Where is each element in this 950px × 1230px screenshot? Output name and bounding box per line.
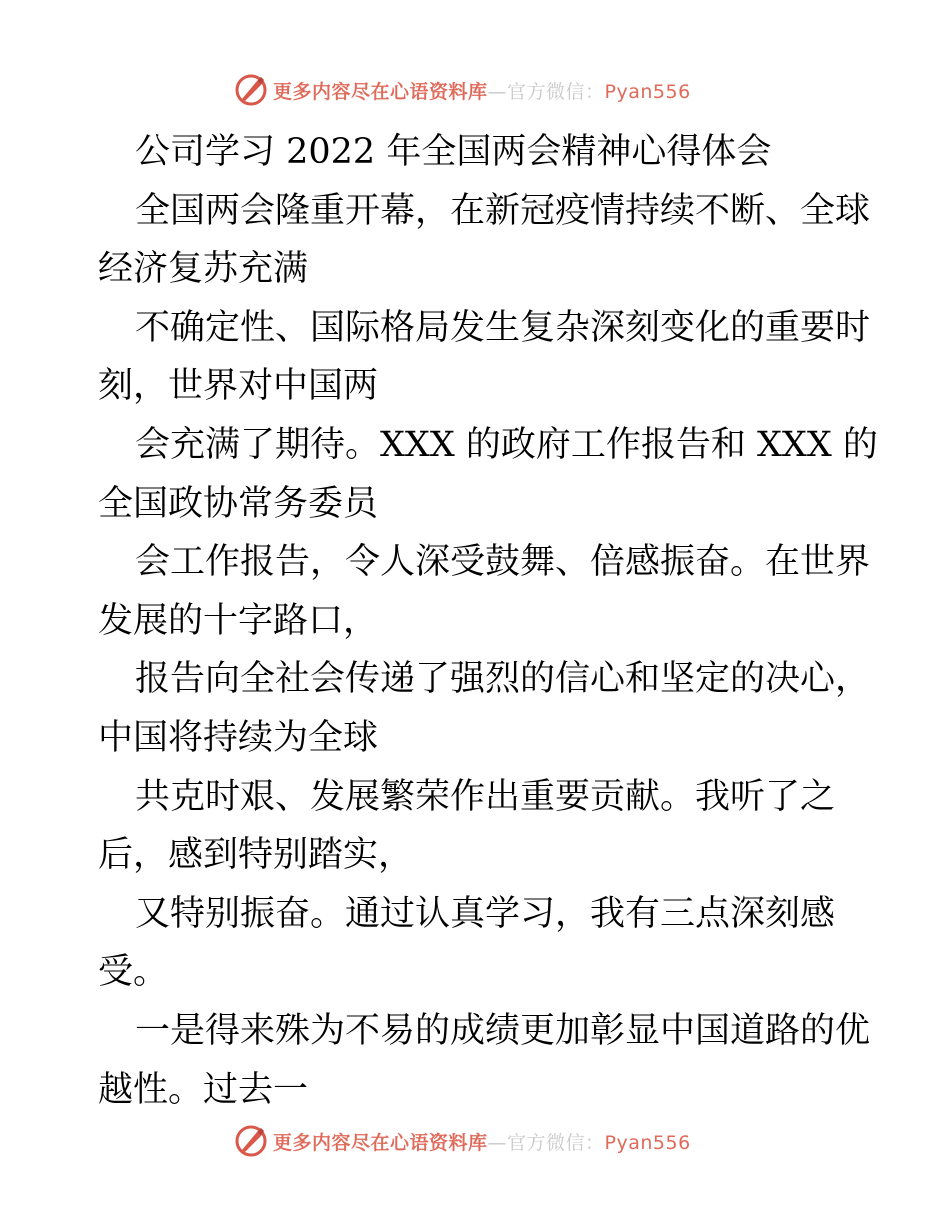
banner-label: 官方微信： (507, 1131, 605, 1154)
paragraph-line: 经济复苏充满 (98, 249, 309, 290)
paragraph-line: 又特别振奋。通过认真学习，我有三点深刻感 (135, 893, 836, 934)
paragraph-line: 不确定性、国际格局发生复杂深刻变化的重要时 (135, 307, 871, 348)
footer-banner (233, 1123, 753, 1159)
paragraph-line: 全国政协常务委员 (98, 483, 379, 524)
paragraph-line: 刻，世界对中国两 (98, 366, 379, 407)
paragraph-line: 报告向全社会传递了强烈的信心和坚定的决心， (135, 659, 871, 700)
banner-brand: 更多内容尽在心语资料库 (273, 1131, 488, 1154)
paragraph-line: 发展的十字路口， (98, 600, 379, 641)
quill-pen-circle-icon (233, 72, 269, 108)
paragraph-line: 越性。过去一 (98, 1069, 309, 1110)
banner-text (273, 77, 691, 104)
banner-separator: — (487, 1131, 508, 1154)
paragraph-line: 全国两会隆重开幕，在新冠疫情持续不断、全球 (135, 190, 871, 231)
document-body (98, 123, 878, 1119)
paragraph-line: 受。 (98, 952, 169, 993)
paragraph-line: 中国将持续为全球 (98, 717, 379, 758)
banner-wechat-id: Pyan556 (604, 80, 691, 103)
banner-separator: — (487, 80, 508, 103)
quill-pen-circle-icon (233, 1123, 269, 1159)
paragraph-line: 共克时艰、发展繁荣作出重要贡献。我听了之 (135, 776, 836, 817)
banner-wechat-id: Pyan556 (604, 1131, 691, 1154)
banner-text (273, 1128, 691, 1155)
banner-brand: 更多内容尽在心语资料库 (273, 80, 488, 103)
paragraph-line: 会工作报告，令人深受鼓舞、倍感振奋。在世界 (135, 542, 871, 583)
header-banner (233, 72, 753, 108)
paragraph-line: 会充满了期待。XXX 的政府工作报告和 XXX 的 (135, 424, 878, 465)
paragraph-line: 一是得来殊为不易的成绩更加彰显中国道路的优 (135, 1010, 871, 1051)
paragraph-line: 后，感到特别踏实， (98, 835, 414, 876)
banner-label: 官方微信： (507, 80, 605, 103)
document-title: 公司学习 2022 年全国两会精神心得体会 (135, 132, 772, 172)
